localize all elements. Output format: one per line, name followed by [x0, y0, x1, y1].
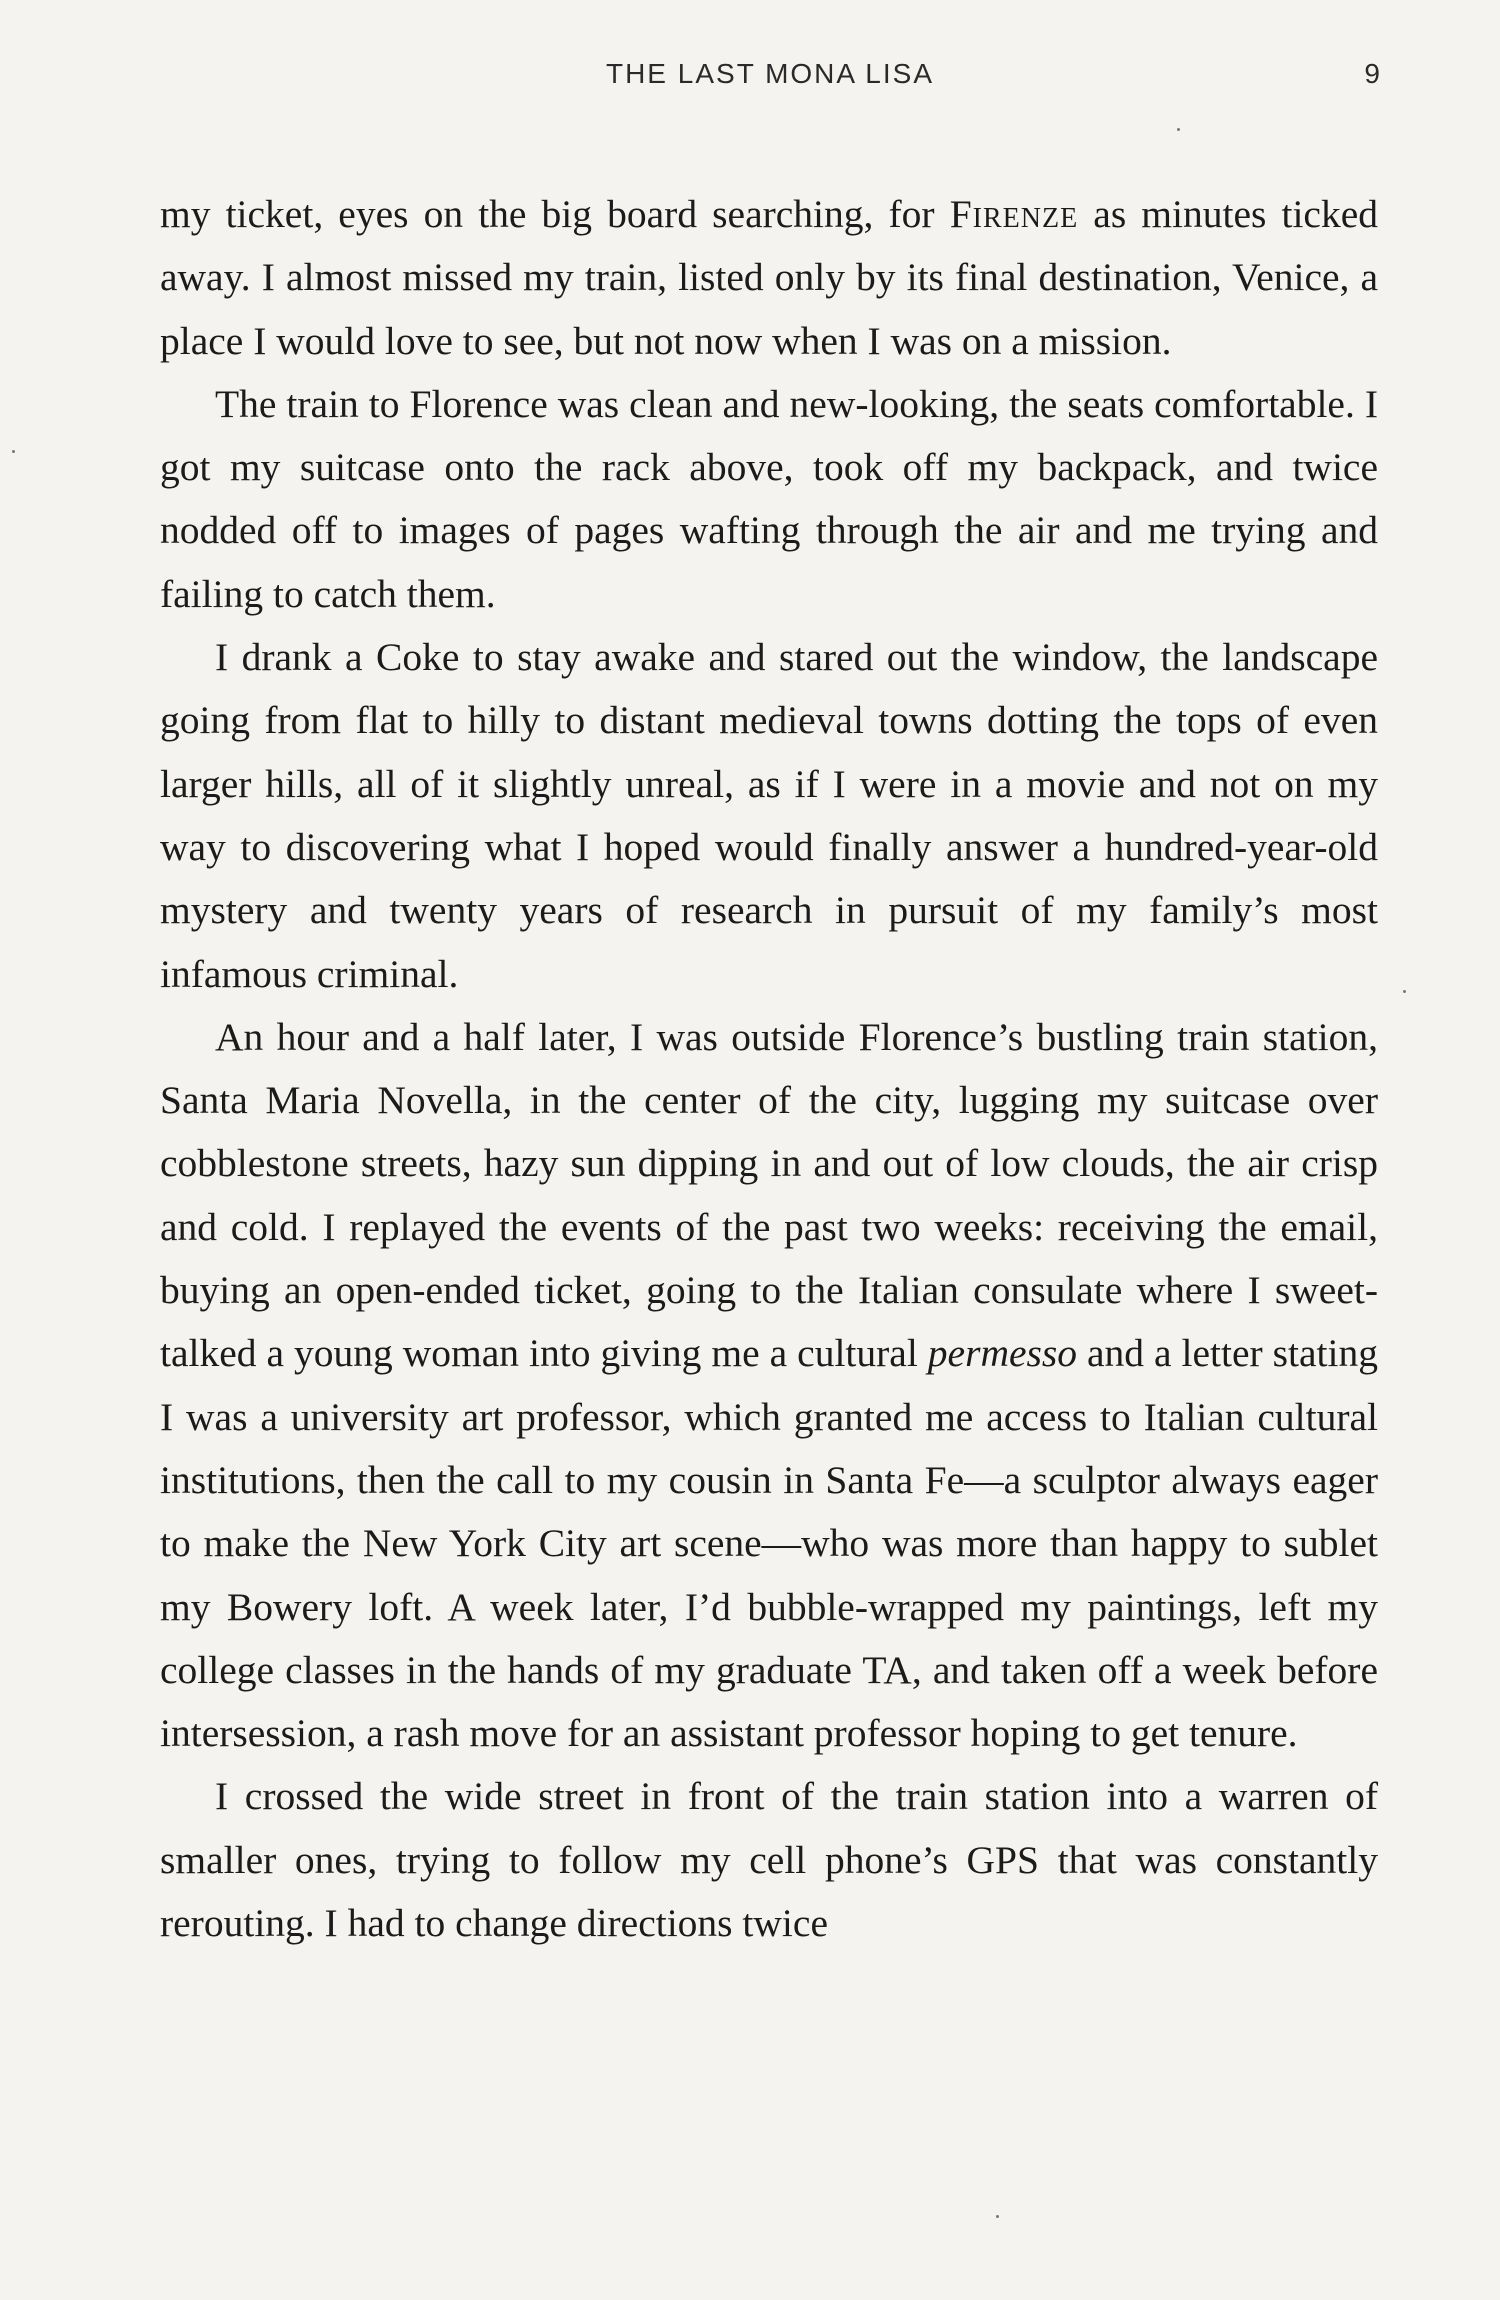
scan-speck: [1403, 990, 1406, 993]
italic-word-permesso: permesso: [927, 1331, 1078, 1376]
page-number: 9: [1364, 58, 1380, 89]
paragraph-1-text-after: as minutes ticked away. I almost missed my train, listed only by its final destination, Venice, a place I would love to see, but not now when I was on a mission.: [160, 192, 1379, 363]
paragraph-4-text-before: An hour and a half later, I was outside Florence’s bustling train station, Santa Maria Novella, in the center of the city, lugging my suitcase over cobblestone streets, hazy sun dipping in and out of low clouds, the air crisp and cold. I replayed the events of the past two weeks: receiving the email, buying an open-ended ticket, going to the Italian consulate where I sweet-talked a young woman into giving me a cultural: [160, 1014, 1378, 1376]
running-head: [160, 58, 1380, 102]
paragraph-4: [160, 1006, 1378, 1766]
paragraph-1: [160, 183, 1378, 373]
paragraph-3: I drank a Coke to stay awake and stared out the window, the landscape going from flat to hilly to distant medieval towns dotting the tops of even larger hills, all of it slightly unreal, as if I were in a movie and not on my way to discovering what I hoped would finally answer a hundred-year-old mystery and twenty years of research in pursuit of my family’s most infamous criminal.: [160, 635, 1378, 996]
destination-name-smallcaps: Firenze: [949, 192, 1079, 236]
body-text: [160, 183, 1378, 1955]
scan-speck: [1177, 128, 1180, 131]
paragraph-4-text-after: and a letter stating I was a university art professor, which granted me access to Italian cultural institutions, then the call to my cousin in Santa Fe—a sculptor always eager to make the New York City art scene—who was more than happy to sublet my Bowery loft. A week later, I’d bubble-wrapped my paintings, left my college classes in the hands of my graduate TA, and taken off a week before intersession, a rash move for an assistant professor hoping to get tenure.: [160, 1331, 1378, 1756]
scan-speck: [12, 450, 15, 453]
paragraph-1-text-before: my ticket, eyes on the big board searching, for: [160, 192, 950, 236]
running-title: THE LAST MONA LISA: [605, 58, 935, 89]
scan-speck: [996, 2215, 999, 2218]
paragraph-2: The train to Florence was clean and new-looking, the seats comfortable. I got my suitcase onto the rack above, took off my backpack, and twice nodded off to images of pages wafting through the air and me trying and failing to catch them.: [160, 381, 1378, 616]
paragraph-5: I crossed the wide street in front of the train station into a warren of smaller ones, trying to follow my cell phone’s GPS that was constantly rerouting. I had to change directions twice: [160, 1774, 1378, 1946]
